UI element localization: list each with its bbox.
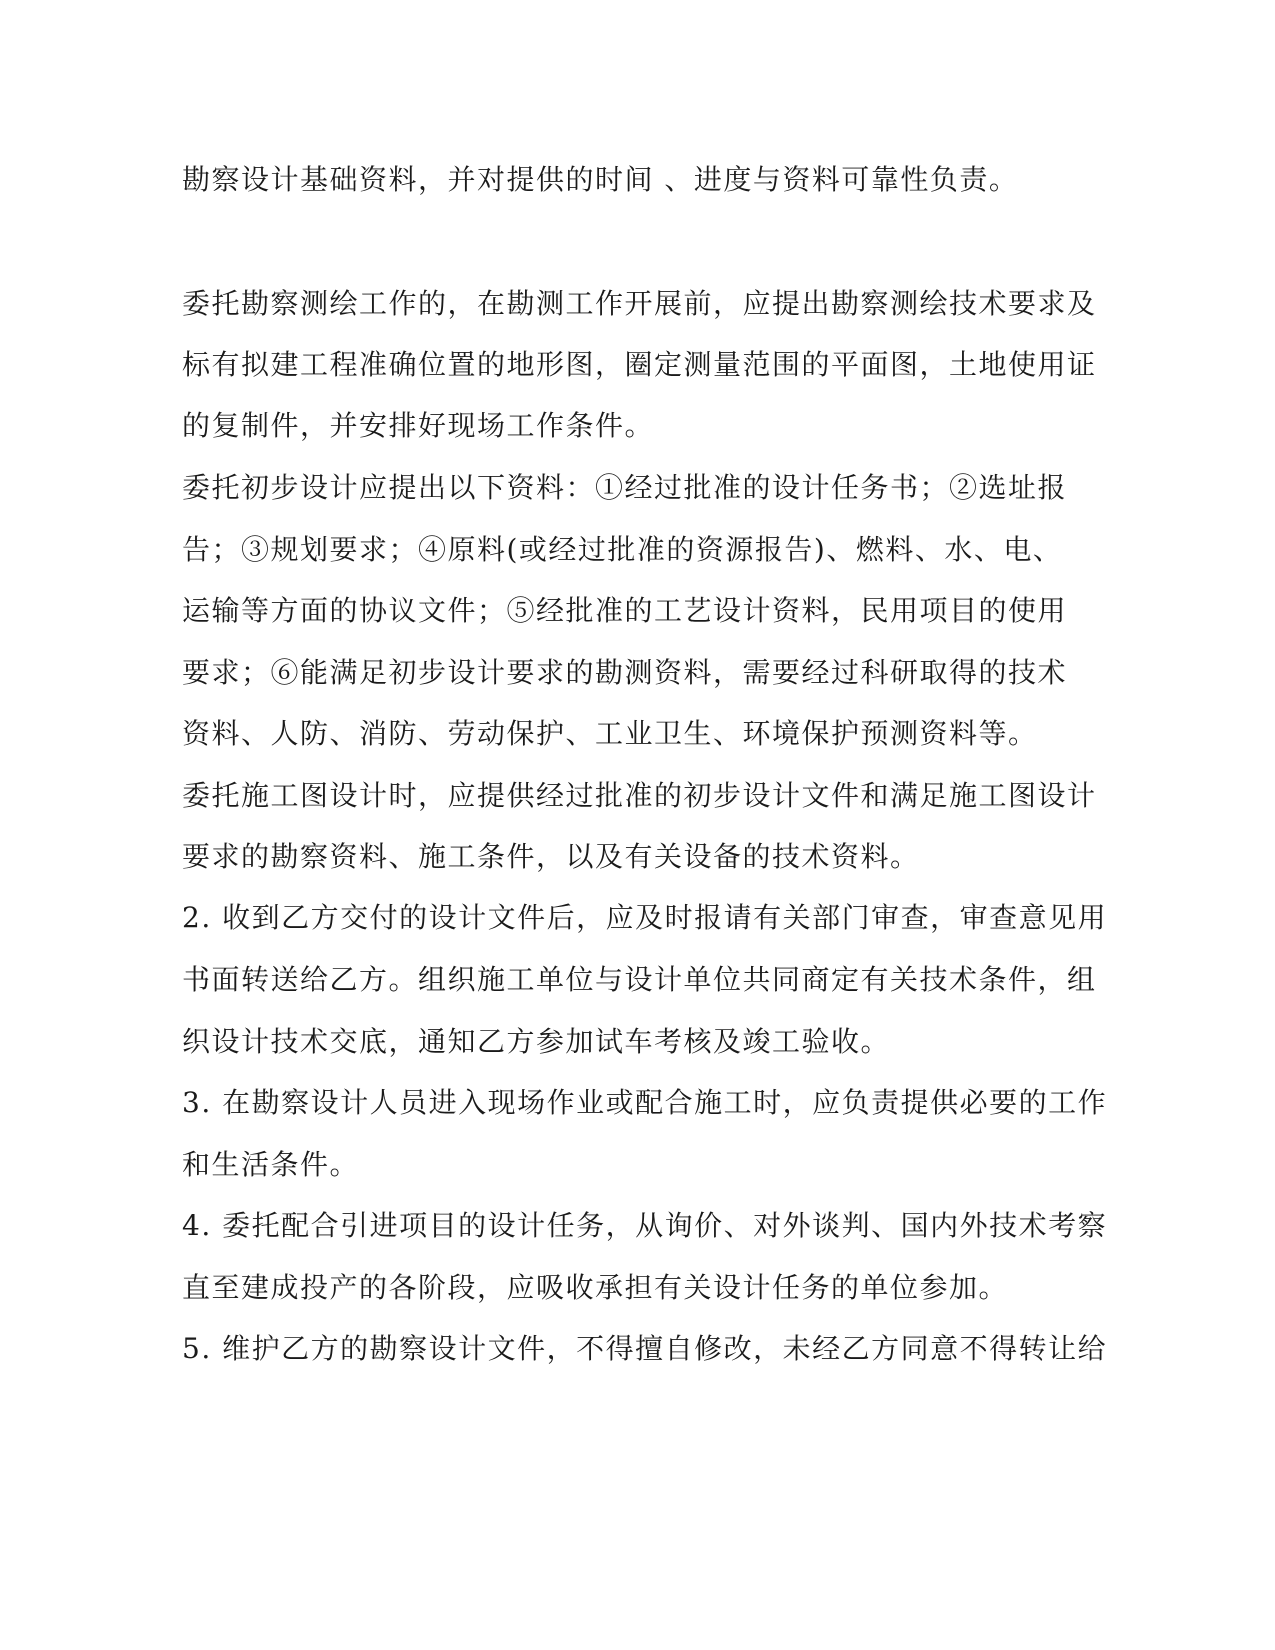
text-line: 运输等方面的协议文件；⑤经批准的工艺设计资料，民用项目的使用: [182, 594, 1068, 627]
text-line: 勘察设计基础资料，并对提供的时间 、进度与资料可靠性负责。: [182, 163, 1019, 196]
text-line: 的复制件，并安排好现场工作条件。: [182, 409, 655, 442]
text-line: 3. 在勘察设计人员进入现场作业或配合施工时，应负责提供必要的工作: [182, 1086, 1108, 1119]
text-line: 2. 收到乙方交付的设计文件后，应及时报请有关部门审查，审查意见用: [182, 901, 1108, 934]
text-line: 标有拟建工程准确位置的地形图，圈定测量范围的平面图，土地使用证: [182, 348, 1097, 381]
text-line: 和生活条件。: [182, 1148, 360, 1181]
text-line: 要求；⑥能满足初步设计要求的勘测资料，需要经过科研取得的技术: [182, 656, 1068, 689]
text-line: 告；③规划要求；④原料(或经过批准的资源报告)、燃料、水、电、: [182, 533, 1063, 566]
text-line: 委托勘察测绘工作的，在勘测工作开展前，应提出勘察测绘技术要求及: [182, 287, 1097, 320]
text-line: 直至建成投产的各阶段，应吸收承担有关设计任务的单位参加。: [182, 1271, 1009, 1304]
text-line: 书面转送给乙方。组织施工单位与设计单位共同商定有关技术条件，组: [182, 963, 1097, 996]
text-line: 要求的勘察资料、施工条件，以及有关设备的技术资料。: [182, 840, 920, 873]
text-line: 资料、人防、消防、劳动保护、工业卫生、环境保护预测资料等。: [182, 717, 1038, 750]
text-line: 委托初步设计应提出以下资料：①经过批准的设计任务书；②选址报: [182, 471, 1068, 504]
text-line: 织设计技术交底，通知乙方参加试车考核及竣工验收。: [182, 1025, 891, 1058]
text-line: 5. 维护乙方的勘察设计文件，不得擅自修改，未经乙方同意不得转让给: [182, 1332, 1108, 1365]
text-line: 4. 委托配合引进项目的设计任务，从询价、对外谈判、国内外技术考察: [182, 1209, 1108, 1242]
text-line: 委托施工图设计时，应提供经过批准的初步设计文件和满足施工图设计: [182, 779, 1097, 812]
